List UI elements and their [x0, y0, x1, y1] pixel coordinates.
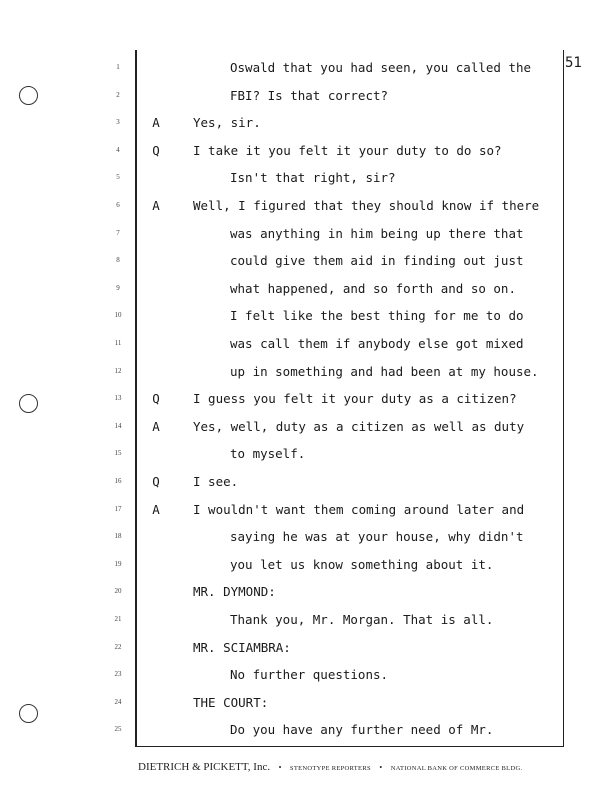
transcript-line-text: was anything in him being up there that	[230, 225, 524, 241]
line-number: 8	[116, 256, 120, 265]
binder-hole-bottom	[19, 704, 38, 723]
transcript-line-text: No further questions.	[230, 667, 389, 683]
transcript-line-text: saying he was at your house, why didn't	[230, 529, 524, 545]
line-number: 4	[116, 145, 120, 154]
line-number: 22	[114, 642, 122, 651]
transcript-line-text: I felt like the best thing for me to do	[230, 308, 524, 324]
line-number: 20	[114, 587, 122, 596]
line-number: 3	[116, 118, 120, 127]
footer-address: NATIONAL BANK OF COMMERCE BLDG.	[390, 765, 523, 772]
transcript-line-text: Isn't that right, sir?	[230, 170, 396, 186]
page-footer	[138, 761, 522, 773]
transcript-line-text: I see.	[193, 474, 239, 489]
speaker-marker: A	[152, 115, 160, 131]
transcript-line-text: MR. DYMOND:	[193, 584, 276, 600]
footer-separator: •	[379, 763, 383, 772]
transcript-line-text: I guess you felt it your duty as a citizen?	[193, 391, 517, 407]
transcript-line-text: Oswald that you had seen, you called the	[230, 60, 532, 75]
line-number: 18	[114, 532, 122, 541]
bottom-rule	[135, 746, 563, 747]
speaker-marker: Q	[152, 474, 160, 489]
line-number: 12	[114, 366, 122, 375]
transcript-line-text: FBI? Is that correct?	[230, 87, 389, 103]
transcript-line-text: to myself.	[230, 446, 306, 462]
speaker-marker: A	[152, 418, 160, 434]
transcript-line-text: you let us know something about it.	[230, 556, 494, 572]
transcript-line-text: Do you have any further need of Mr.	[230, 722, 494, 738]
transcript-line-text: I wouldn't want them coming around later and	[193, 501, 525, 517]
footer-firm: DIETRICH & PICKETT, Inc.	[138, 761, 271, 773]
line-number: 14	[114, 421, 122, 430]
line-number: 19	[114, 559, 122, 568]
line-number: 9	[116, 283, 120, 292]
transcript-line-text: was call them if anybody else got mixed	[230, 336, 524, 351]
transcript-line-text: THE COURT:	[193, 694, 269, 710]
page-number: 51	[565, 55, 582, 71]
line-number: 17	[114, 504, 122, 513]
line-number: 13	[114, 394, 122, 403]
line-number: 1	[116, 63, 120, 71]
line-number: 24	[114, 697, 122, 706]
line-number: 10	[114, 311, 122, 320]
speaker-marker: A	[152, 198, 160, 213]
speaker-marker: Q	[152, 142, 160, 158]
transcript-line-text: up in something and had been at my house.	[230, 363, 539, 379]
transcript-line-text: I take it you felt it your duty to do so?	[193, 142, 502, 158]
transcript-line-text: Yes, sir.	[193, 115, 261, 131]
line-number: 7	[116, 228, 120, 237]
line-number: 25	[114, 725, 122, 734]
line-number: 2	[116, 90, 120, 99]
transcript-line-text: what happened, and so forth and so on.	[230, 280, 516, 296]
line-number: 21	[114, 615, 122, 623]
line-number: 6	[116, 201, 120, 209]
line-number: 23	[114, 670, 122, 679]
footer-separator: •	[278, 763, 282, 772]
left-margin-rule	[135, 50, 137, 747]
transcript-line-text: Yes, well, duty as a citizen as well as duty	[193, 418, 525, 434]
line-number: 16	[114, 477, 122, 485]
binder-hole-middle	[19, 394, 38, 413]
speaker-marker: A	[152, 501, 160, 517]
binder-hole-top	[19, 86, 38, 105]
line-number: 5	[116, 173, 120, 182]
speaker-marker: Q	[152, 391, 160, 407]
transcript-line-text: MR. SCIAMBRA:	[193, 639, 291, 655]
transcript-line-text: Well, I figured that they should know if there	[193, 198, 540, 213]
transcript-line-text: could give them aid in finding out just	[230, 253, 524, 269]
line-number: 15	[114, 449, 122, 458]
right-margin-rule	[563, 50, 564, 747]
line-number: 11	[114, 339, 122, 347]
footer-service: STENOTYPE REPORTERS	[289, 765, 371, 772]
transcript-line-text: Thank you, Mr. Morgan. That is all.	[230, 612, 494, 627]
